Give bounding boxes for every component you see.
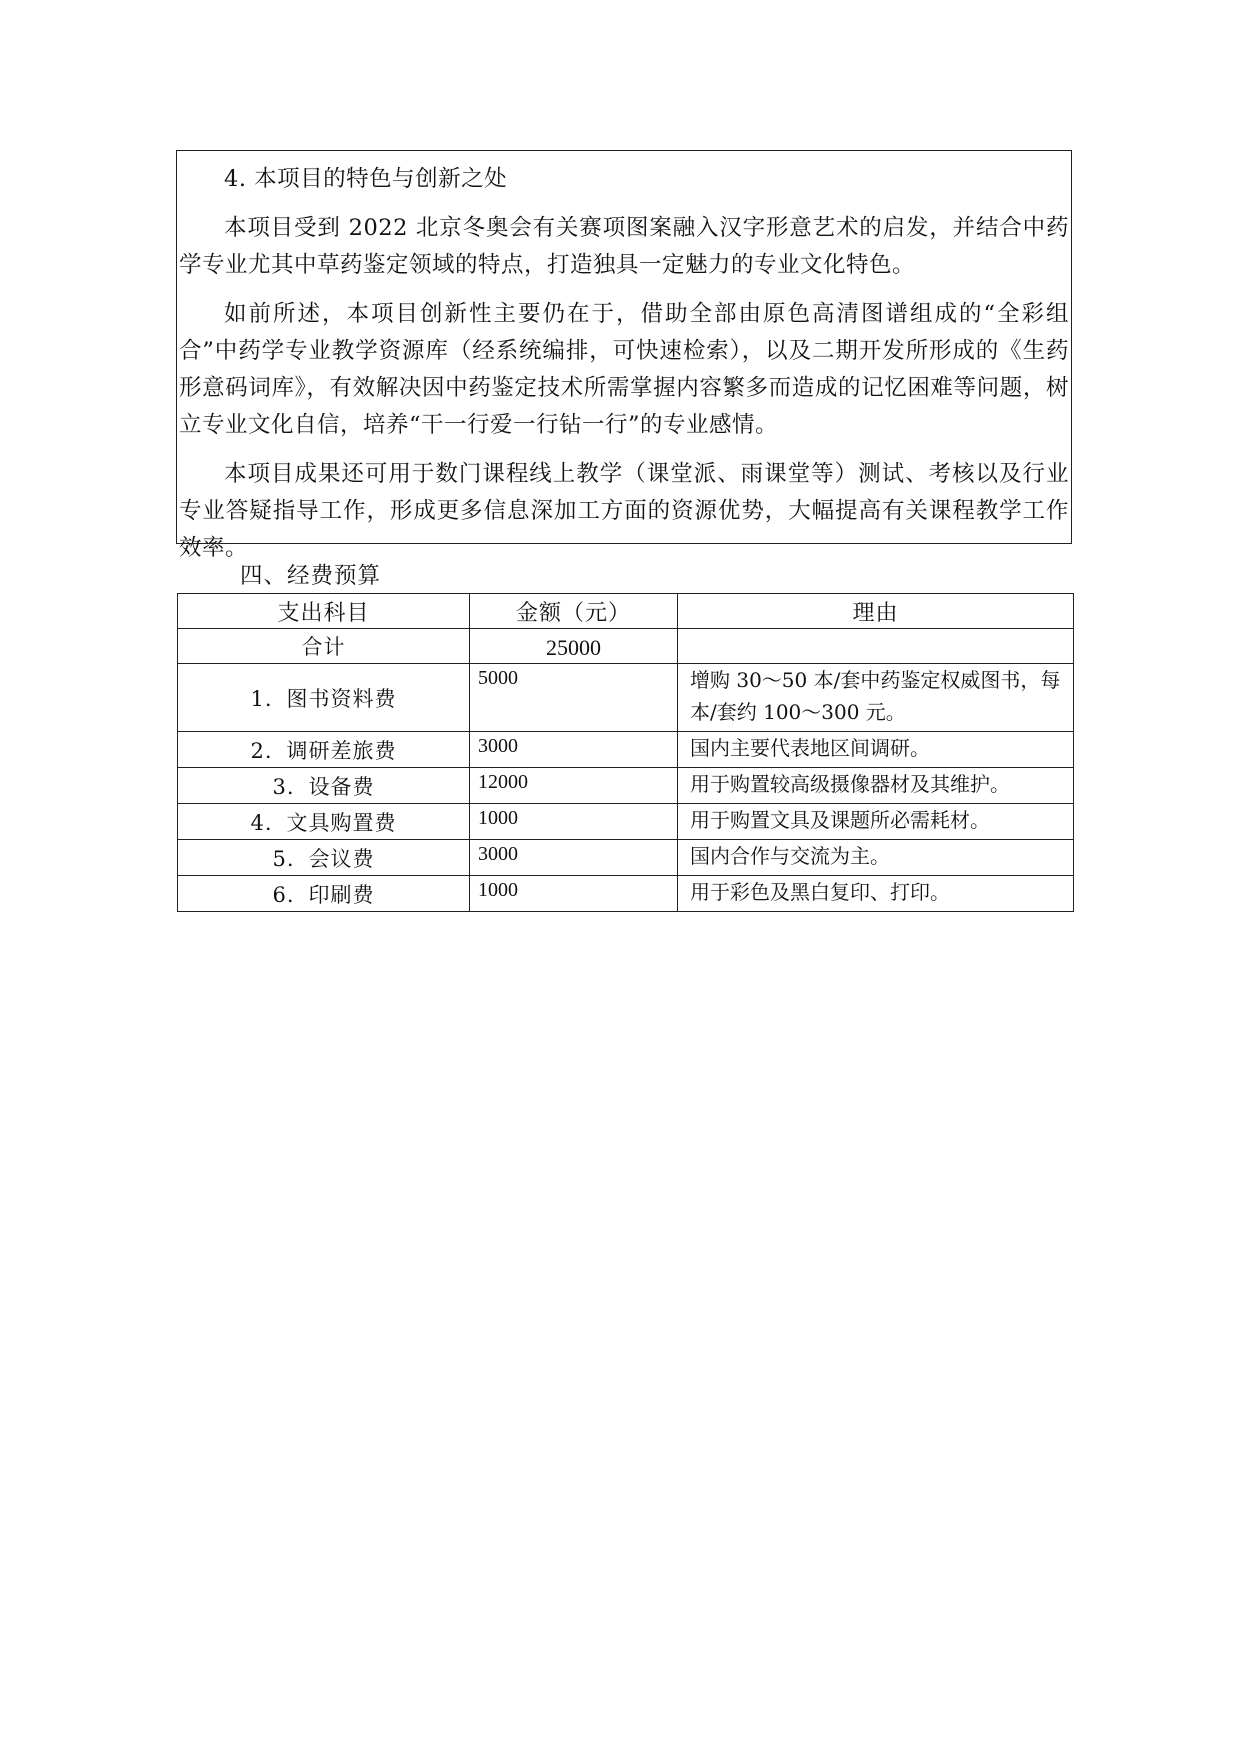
amount-cell: 12000 <box>470 768 678 804</box>
amount-cell: 1000 <box>470 804 678 840</box>
item-name: 会议费 <box>308 846 375 871</box>
item-number: 3. <box>272 774 295 799</box>
subject-cell <box>178 768 470 804</box>
section-heading: 4. 本项目的特色与创新之处 <box>224 166 508 192</box>
reason-cell: 用于彩色及黑白复印、打印。 <box>678 876 1074 912</box>
amount-cell: 3000 <box>470 732 678 768</box>
item-name: 印刷费 <box>308 882 375 907</box>
paragraph: 如前所述，本项目创新性主要仍在于，借助全部由原色高清图谱组成的“全彩组合”中药学专业教学资源库（经系统编排，可快速检索），以及二期开发所形成的《生药形意码词库》，有效解决因中药鉴定技术所需掌握内容繁多而造成的记忆困难等问题，树立专业文化自信，培养“干一行爱一行钻一行”的专业感情。 <box>179 301 1069 438</box>
reason-cell: 国内主要代表地区间调研。 <box>678 732 1074 768</box>
table-row <box>178 732 1074 768</box>
item-number: 1. <box>250 686 273 711</box>
total-row <box>178 629 1074 664</box>
item-number: 5. <box>272 846 295 871</box>
reason-cell: 国内合作与交流为主。 <box>678 840 1074 876</box>
table-row <box>178 840 1074 876</box>
table-row <box>178 804 1074 840</box>
table-row <box>178 876 1074 912</box>
table-header-row <box>178 594 1074 629</box>
column-header: 支出科目 <box>178 594 470 629</box>
reason-cell: 用于购置较高级摄像器材及其维护。 <box>678 768 1074 804</box>
column-header: 理由 <box>678 594 1074 629</box>
amount-cell: 5000 <box>470 664 678 732</box>
budget-table <box>177 593 1074 912</box>
table-row <box>178 664 1074 732</box>
paragraph: 本项目受到 2022 北京冬奥会有关赛项图案融入汉字形意艺术的启发，并结合中药学专业尤其中草药鉴定领域的特点，打造独具一定魅力的专业文化特色。 <box>179 215 1069 278</box>
budget-section-title: 四、经费预算 <box>240 563 382 589</box>
paragraph: 本项目成果还可用于数门课程线上教学（课堂派、雨课堂等）测试、考核以及行业专业答疑指导工作，形成更多信息深加工方面的资源优势，大幅提高有关课程教学工作效率。 <box>179 461 1069 561</box>
item-number: 2. <box>250 738 273 763</box>
table-row <box>178 768 1074 804</box>
total-label: 合计 <box>178 629 470 664</box>
subject-cell <box>178 664 470 732</box>
subject-cell <box>178 732 470 768</box>
item-number: 4. <box>250 810 273 835</box>
total-reason <box>678 629 1074 664</box>
item-name: 图书资料费 <box>286 686 397 711</box>
item-name: 文具购置费 <box>286 810 397 835</box>
item-number: 6. <box>272 882 295 907</box>
subject-cell <box>178 876 470 912</box>
item-name: 调研差旅费 <box>286 738 397 763</box>
total-amount: 25000 <box>470 629 678 664</box>
column-header: 金额（元） <box>470 594 678 629</box>
subject-cell <box>178 840 470 876</box>
reason-cell: 用于购置文具及课题所必需耗材。 <box>678 804 1074 840</box>
reason-cell: 增购 30～50 本/套中药鉴定权威图书，每本/套约 100～300 元。 <box>678 664 1074 732</box>
innovation-section-box <box>176 150 1072 561</box>
subject-cell <box>178 804 470 840</box>
amount-cell: 3000 <box>470 840 678 876</box>
item-name: 设备费 <box>308 774 375 799</box>
amount-cell: 1000 <box>470 876 678 912</box>
